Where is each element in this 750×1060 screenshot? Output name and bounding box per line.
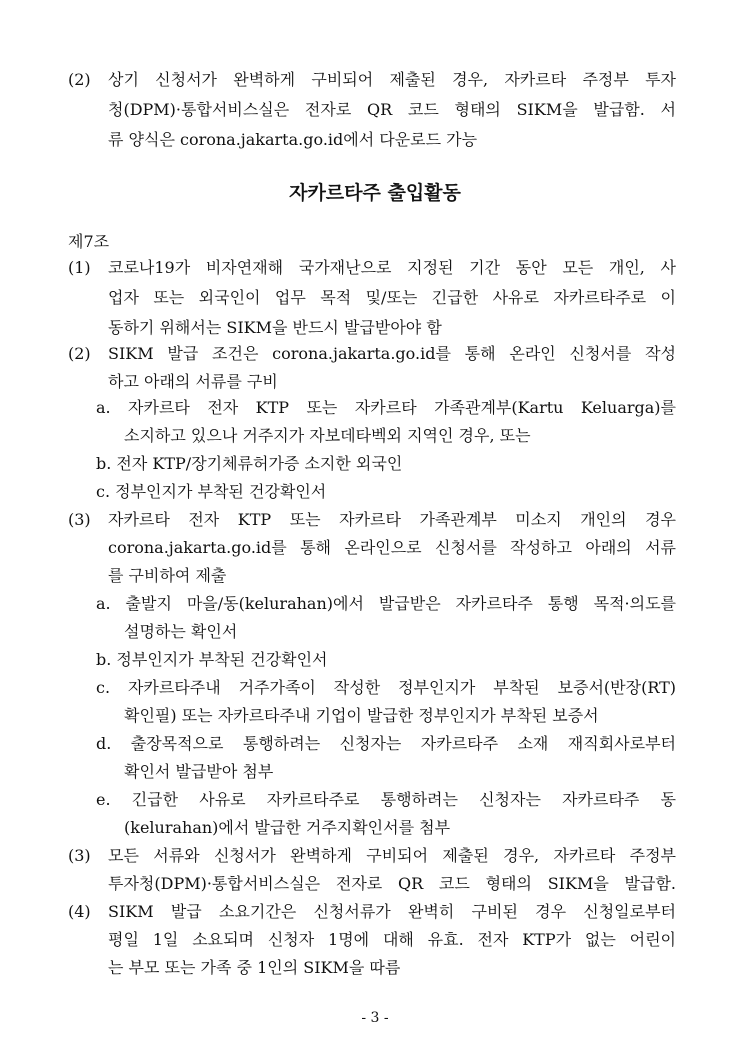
paragraph-line: 코로나19가 비자연재해 국가재난으로 지정된 기간 동안 모든 개인, 사 xyxy=(108,258,676,277)
sub-item-line: 설명하는 확인서 xyxy=(124,622,238,641)
paragraph-line: 를 구비하여 제출 xyxy=(108,566,227,585)
sub-item-line: c. 자카르타주내 거주가족이 작성한 정부인지가 부착된 보증서(반장(RT) xyxy=(96,678,676,697)
paragraph-line: corona.jakarta.go.id를 통해 온라인으로 신청서를 작성하고 아래의 서류 xyxy=(108,538,676,557)
paragraph-line: 평일 1일 소요되며 신청자 1명에 대해 유효. 전자 KTP가 없는 어린이 xyxy=(108,930,676,949)
item-number: (1) xyxy=(68,258,91,277)
paragraph-line: 동하기 위해서는 SIKM을 반드시 발급받아야 함 xyxy=(108,318,442,337)
paragraph-line: 청(DPM)·통합서비스실은 전자로 QR 코드 형태의 SIKM을 발급함. 서 xyxy=(108,100,676,119)
paragraph-line: 모든 서류와 신청서가 완벽하게 구비되어 제출된 경우, 자카르타 주정부 xyxy=(108,846,676,865)
sub-item-line: (kelurahan)에서 발급한 거주지확인서를 첨부 xyxy=(124,818,451,837)
paragraph-line: 는 부모 또는 가족 중 1인의 SIKM을 따름 xyxy=(108,958,401,977)
paragraph-line: 하고 아래의 서류를 구비 xyxy=(108,372,278,391)
sub-item-line: d. 출장목적으로 통행하려는 신청자는 자카르타주 소재 재직회사로부터 xyxy=(96,734,676,753)
item-number: (2) xyxy=(68,344,91,363)
item-number: (4) xyxy=(68,902,91,921)
paragraph-line: SIKM 발급 소요기간은 신청서류가 완벽히 구비된 경우 신청일로부터 xyxy=(108,902,676,921)
sub-item-line: a. 자카르타 전자 KTP 또는 자카르타 가족관계부(Kartu Keluarga)를 xyxy=(96,398,676,417)
sub-item-line: c. 정부인지가 부착된 건강확인서 xyxy=(96,482,327,501)
sub-item-line: 확인서 발급받아 첨부 xyxy=(124,762,274,781)
item-number: (3) xyxy=(68,846,91,865)
paragraph-line: 업자 또는 외국인이 업무 목적 및/또는 긴급한 사유로 자카르타주로 이 xyxy=(108,288,676,307)
sub-item-line: b. 전자 KTP/장기체류허가증 소지한 외국인 xyxy=(96,454,403,473)
section-heading: 자카르타주 출입활동 xyxy=(289,182,461,204)
sub-item-line: 소지하고 있으나 거주지가 자보데타벡외 지역인 경우, 또는 xyxy=(124,426,531,445)
article-label: 제7조 xyxy=(68,232,110,251)
page-number: - 3 - xyxy=(361,1010,389,1026)
paragraph-line: 상기 신청서가 완벽하게 구비되어 제출된 경우, 자카르타 주정부 투자 xyxy=(108,70,676,89)
sub-item-line: a. 출발지 마을/동(kelurahan)에서 발급받은 자카르타주 통행 목적·의도를 xyxy=(96,594,676,613)
paragraph-line: 류 양식은 corona.jakarta.go.id에서 다운로드 가능 xyxy=(108,130,478,149)
sub-item-line: 확인필) 또는 자카르타주내 기업이 발급한 정부인지가 부착된 보증서 xyxy=(124,706,599,725)
paragraph-line: 자카르타 전자 KTP 또는 자카르타 가족관계부 미소지 개인의 경우 xyxy=(108,510,676,529)
item-number: (3) xyxy=(68,510,91,529)
sub-item-line: b. 정부인지가 부착된 건강확인서 xyxy=(96,650,328,669)
paragraph-line: 투자청(DPM)·통합서비스실은 전자로 QR 코드 형태의 SIKM을 발급함. xyxy=(108,874,676,893)
paragraph-line: SIKM 발급 조건은 corona.jakarta.go.id를 통해 온라인 신청서를 작성 xyxy=(108,344,676,363)
sub-item-line: e. 긴급한 사유로 자카르타주로 통행하려는 신청자는 자카르타주 동 xyxy=(96,790,676,809)
item-number: (2) xyxy=(68,70,91,89)
